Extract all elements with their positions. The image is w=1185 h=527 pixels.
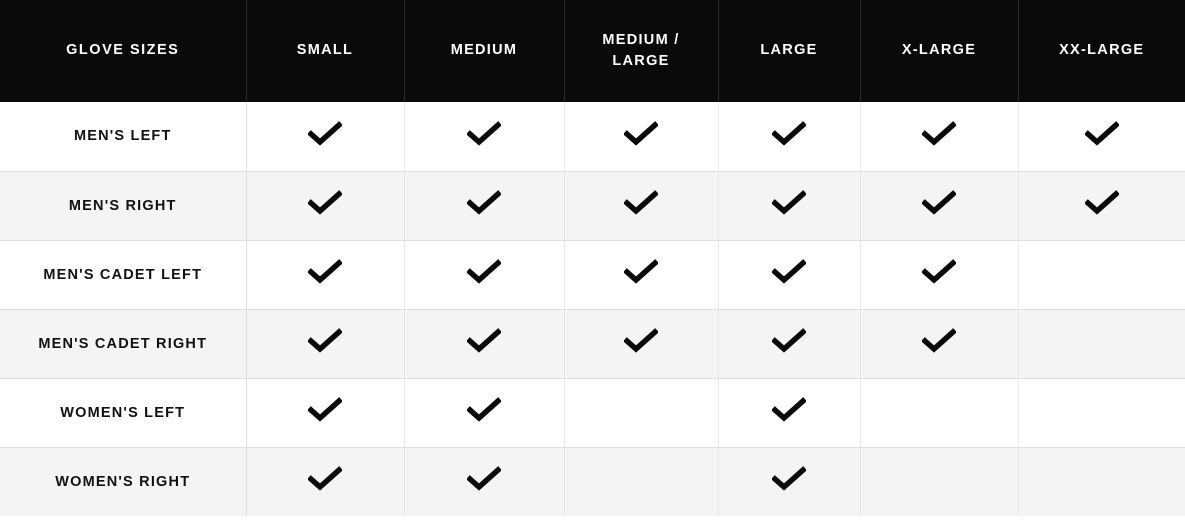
cell-x-large [860, 240, 1018, 309]
column-header-medium-large-line1: MEDIUM / [602, 31, 680, 48]
check-icon [467, 190, 501, 216]
check-icon [1085, 190, 1119, 216]
cell-x-large [860, 309, 1018, 378]
empty-cell [861, 469, 1018, 495]
cell-medium [404, 447, 564, 516]
row-label: WOMEN'S LEFT [0, 378, 246, 447]
check-icon [467, 466, 501, 492]
cell-x-large [860, 102, 1018, 171]
check-icon [922, 328, 956, 354]
check-icon [467, 397, 501, 423]
check-icon [308, 397, 342, 423]
cell-medium-large [564, 309, 718, 378]
cell-medium [404, 309, 564, 378]
cell-small [246, 309, 404, 378]
row-label: MEN'S CADET RIGHT [0, 309, 246, 378]
column-header-x-large: X-LARGE [860, 0, 1018, 102]
cell-large [718, 447, 860, 516]
cell-small [246, 447, 404, 516]
check-icon [922, 259, 956, 285]
check-icon [624, 190, 658, 216]
cell-small [246, 378, 404, 447]
check-icon [624, 259, 658, 285]
table-row [0, 447, 1185, 516]
cell-medium-large [564, 378, 718, 447]
empty-cell [1019, 331, 1185, 357]
row-label: WOMEN'S RIGHT [0, 447, 246, 516]
cell-xx-large [1018, 378, 1185, 447]
cell-medium-large [564, 447, 718, 516]
cell-large [718, 240, 860, 309]
column-header-medium-large-line2: LARGE [612, 53, 670, 69]
row-label: MEN'S RIGHT [0, 171, 246, 240]
cell-large [718, 102, 860, 171]
column-header-medium: MEDIUM [404, 0, 564, 102]
cell-xx-large [1018, 102, 1185, 171]
check-icon [308, 259, 342, 285]
column-header-xx-large: XX-LARGE [1018, 0, 1185, 102]
table-row [0, 171, 1185, 240]
check-icon [308, 190, 342, 216]
header-row [0, 0, 1185, 102]
empty-cell [861, 400, 1018, 426]
cell-small [246, 102, 404, 171]
column-header-glove-sizes: GLOVE SIZES [0, 0, 246, 102]
empty-cell [1019, 400, 1185, 426]
cell-x-large [860, 447, 1018, 516]
empty-cell [565, 469, 718, 495]
check-icon [624, 328, 658, 354]
column-header-large: LARGE [718, 0, 860, 102]
check-icon [772, 190, 806, 216]
cell-large [718, 171, 860, 240]
check-icon [467, 121, 501, 147]
column-header-medium-large [564, 0, 718, 102]
check-icon [308, 328, 342, 354]
empty-cell [1019, 262, 1185, 288]
cell-x-large [860, 378, 1018, 447]
table-body [0, 102, 1185, 516]
cell-medium [404, 171, 564, 240]
cell-small [246, 240, 404, 309]
check-icon [772, 121, 806, 147]
check-icon [772, 259, 806, 285]
cell-medium-large [564, 102, 718, 171]
cell-small [246, 171, 404, 240]
table-row [0, 102, 1185, 171]
check-icon [308, 466, 342, 492]
check-icon [308, 121, 342, 147]
check-icon [1085, 121, 1119, 147]
cell-xx-large [1018, 309, 1185, 378]
check-icon [922, 190, 956, 216]
check-icon [772, 397, 806, 423]
empty-cell [565, 400, 718, 426]
check-icon [624, 121, 658, 147]
cell-xx-large [1018, 447, 1185, 516]
column-header-small: SMALL [246, 0, 404, 102]
cell-large [718, 309, 860, 378]
row-label: MEN'S LEFT [0, 102, 246, 171]
check-icon [467, 259, 501, 285]
table-header [0, 0, 1185, 102]
check-icon [467, 328, 501, 354]
cell-medium [404, 378, 564, 447]
cell-x-large [860, 171, 1018, 240]
empty-cell [1019, 469, 1185, 495]
cell-xx-large [1018, 240, 1185, 309]
cell-medium [404, 102, 564, 171]
table-row [0, 378, 1185, 447]
table-row [0, 309, 1185, 378]
check-icon [922, 121, 956, 147]
cell-medium-large [564, 171, 718, 240]
cell-medium-large [564, 240, 718, 309]
check-icon [772, 466, 806, 492]
row-label: MEN'S CADET LEFT [0, 240, 246, 309]
check-icon [772, 328, 806, 354]
cell-xx-large [1018, 171, 1185, 240]
table-row [0, 240, 1185, 309]
cell-medium [404, 240, 564, 309]
cell-large [718, 378, 860, 447]
